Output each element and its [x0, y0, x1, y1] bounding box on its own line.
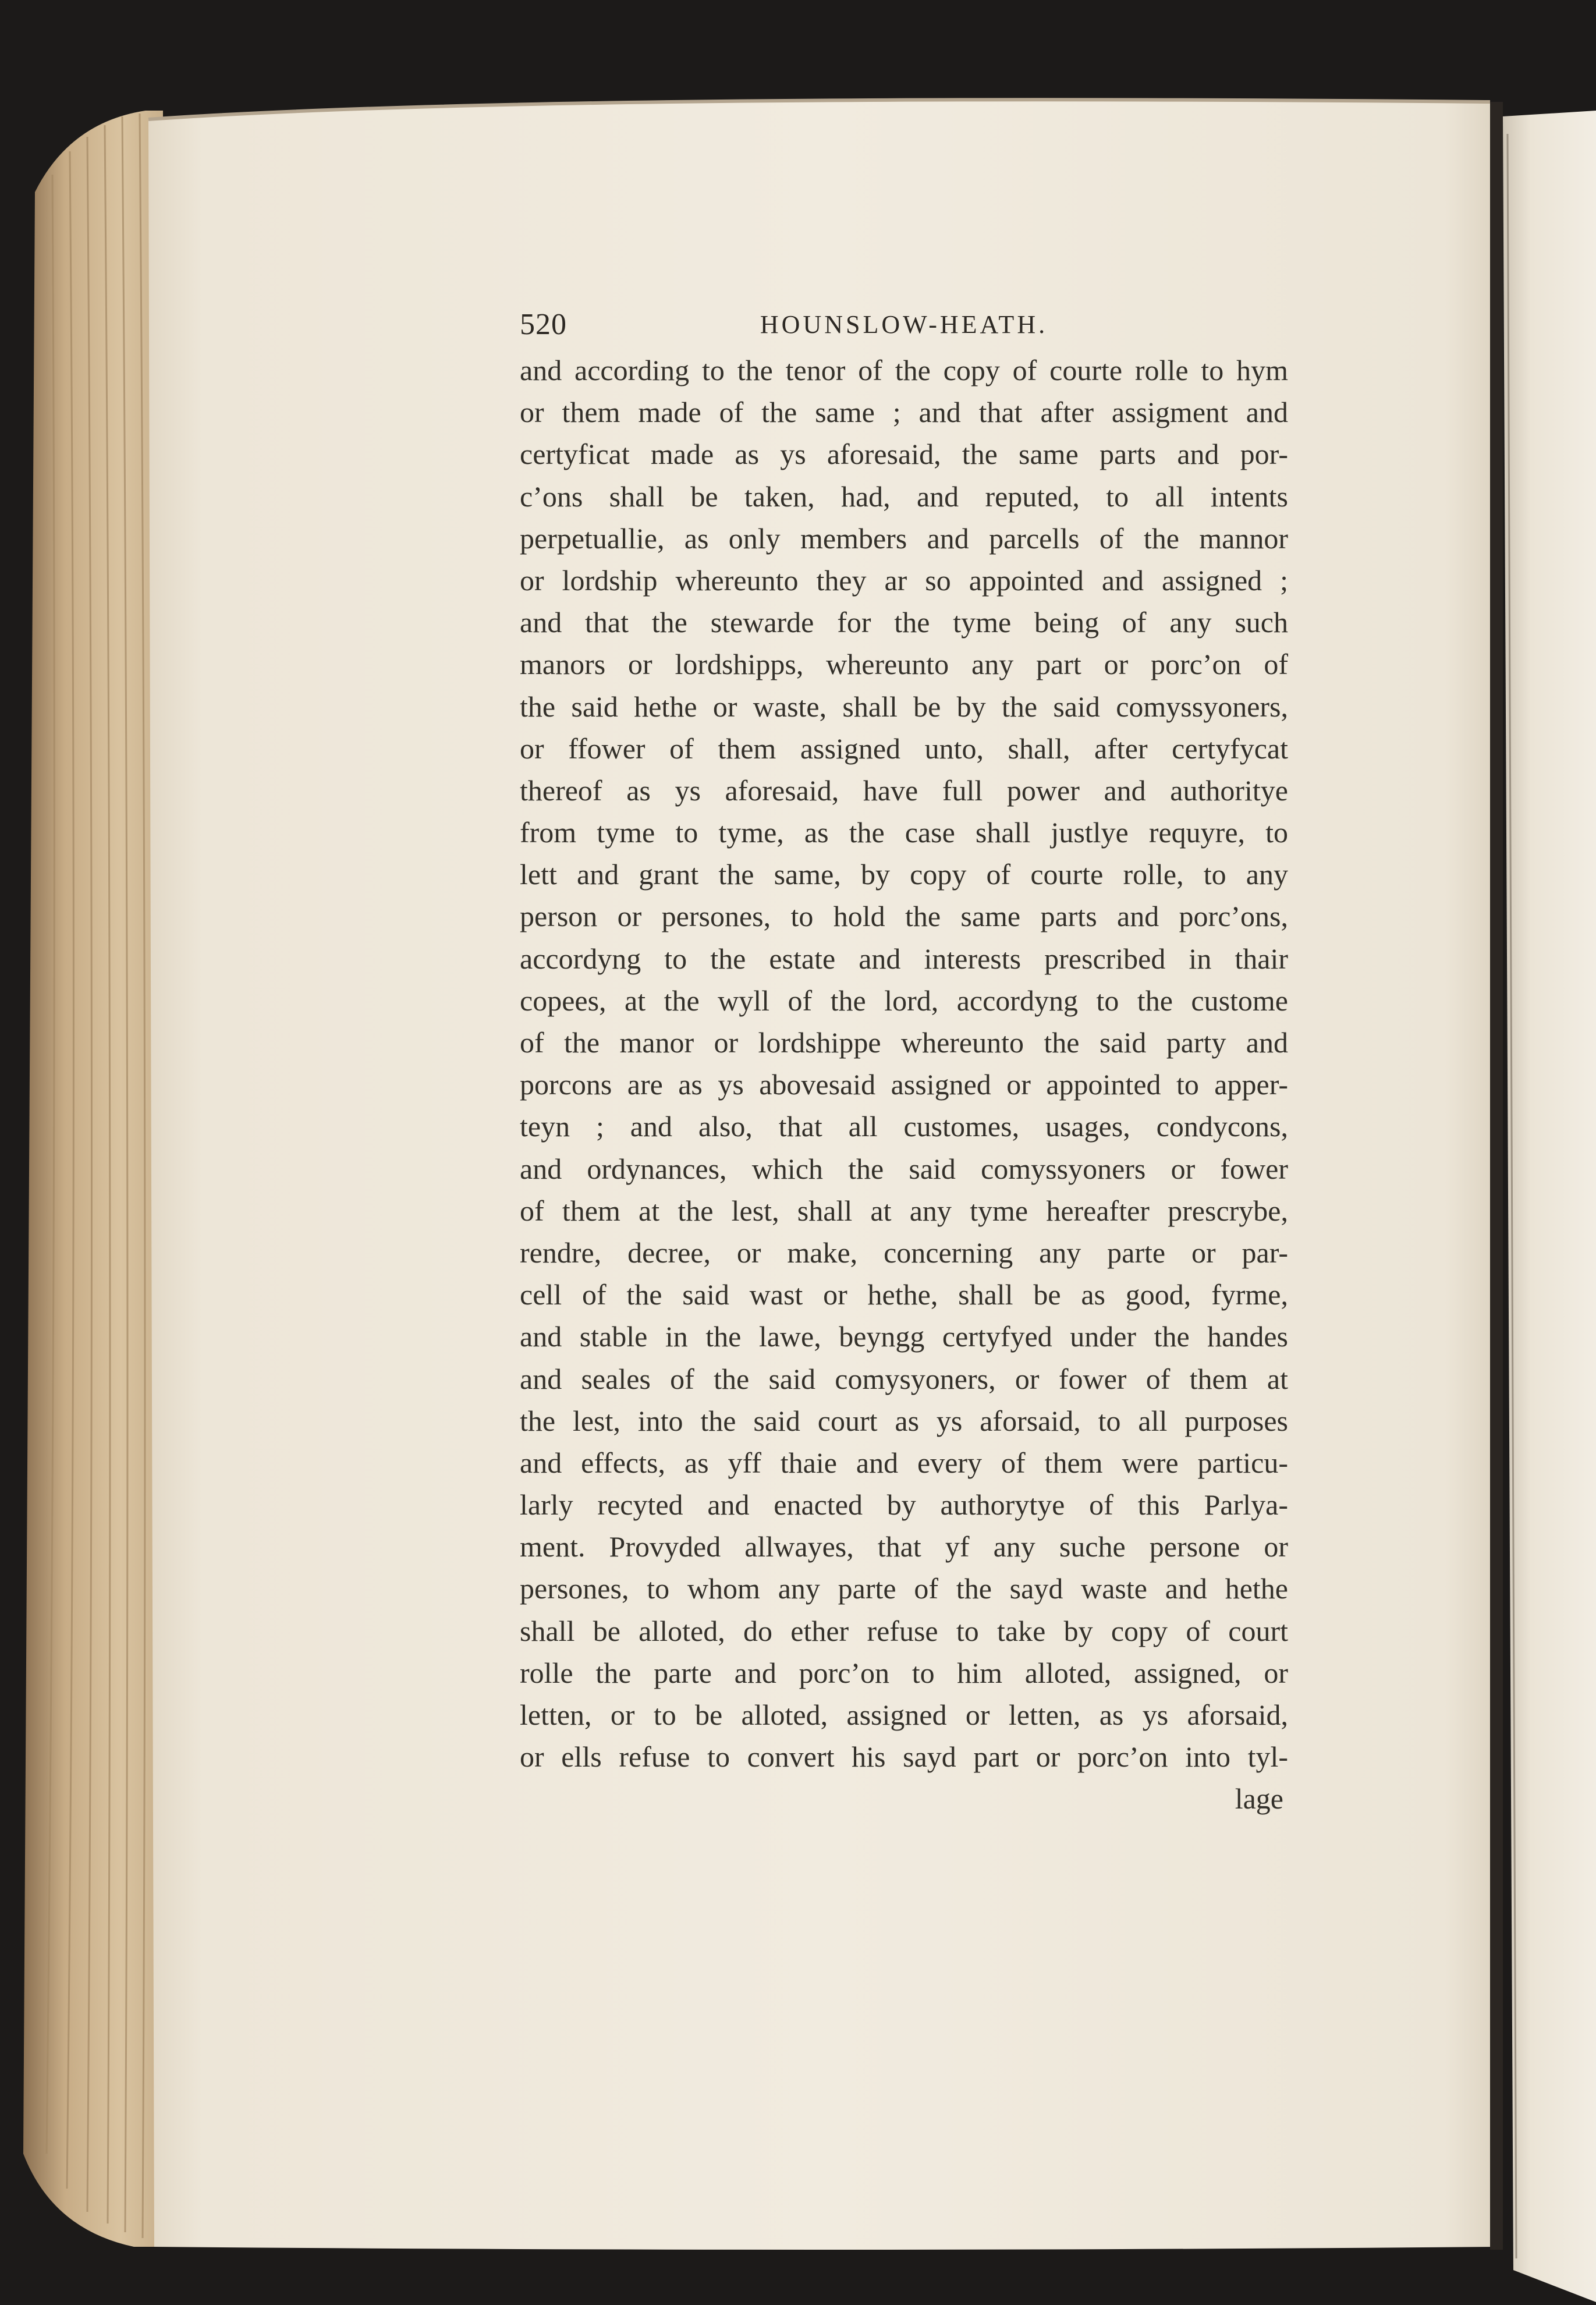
text-line: from tyme to tyme, as the case shall justlye requyre, to	[520, 816, 1288, 849]
text-line: thereof as ys aforesaid, have full power and authoritye	[520, 774, 1288, 807]
text-line: teyn ; and also, that all customes, usages, condycons,	[520, 1110, 1288, 1143]
text-line: porcons are as ys abovesaid assigned or appointed to apper-	[520, 1068, 1288, 1101]
page-number: 520	[520, 308, 567, 341]
text-line: or ffower of them assigned unto, shall, after certyfycat	[520, 732, 1288, 765]
page-text-block	[520, 297, 1288, 1820]
text-line: of the manor or lordshippe whereunto the said party and	[520, 1026, 1288, 1059]
text-line: copees, at the wyll of the lord, accordyng to the custome	[520, 984, 1288, 1017]
text-line: or ells refuse to convert his sayd part or porc’on into tyl-	[520, 1740, 1288, 1774]
text-line: and seales of the said comysyoners, or fower of them at	[520, 1362, 1288, 1395]
text-line: larly recyted and enacted by authorytye of this Parlya-	[520, 1488, 1288, 1522]
text-line: and effects, as yff thaie and every of them were particu-	[520, 1446, 1288, 1479]
text-line: perpetuallie, as only members and parcells of the mannor	[520, 522, 1288, 555]
text-line: letten, or to be alloted, assigned or letten, as ys aforsaid,	[520, 1698, 1288, 1731]
text-line: the said hethe or waste, shall be by the said comyssyoners,	[520, 690, 1288, 723]
text-line: shall be alloted, do ether refuse to take by copy of court	[520, 1614, 1288, 1647]
gutter-shadow	[1490, 102, 1503, 2250]
text-line: of them at the lest, shall at any tyme hereafter prescrybe,	[520, 1194, 1288, 1227]
text-line: manors or lordshipps, whereunto any part or porc’on of	[520, 648, 1288, 681]
text-line: rolle the parte and porc’on to him alloted, assigned, or	[520, 1656, 1288, 1689]
text-line: accordyng to the estate and interests prescribed in thair	[520, 942, 1288, 975]
body-text	[520, 349, 1288, 1778]
text-line: ment. Provyded allwayes, that yf any suche persone or	[520, 1530, 1288, 1563]
text-line: cell of the said wast or hethe, shall be as good, fyrme,	[520, 1278, 1288, 1311]
catchword: lage	[1235, 1782, 1283, 1815]
text-line: or lordship whereunto they ar so appointed and assigned ;	[520, 563, 1288, 597]
text-line: and according to the tenor of the copy of courte rolle to hym	[520, 354, 1288, 386]
page-header	[520, 297, 1288, 349]
text-line: lett and grant the same, by copy of courte rolle, to any	[520, 858, 1288, 891]
text-line: rendre, decree, or make, concerning any parte or par-	[520, 1236, 1288, 1269]
facing-page-edge	[1503, 111, 1596, 2302]
text-line: c’ons shall be taken, had, and reputed, to all intents	[520, 480, 1288, 513]
text-line: certyficat made as ys aforesaid, the same parts and por-	[520, 438, 1288, 471]
text-line: and that the stewarde for the tyme being of any such	[520, 606, 1288, 639]
text-line: person or persones, to hold the same parts and porc’ons,	[520, 900, 1288, 933]
running-head: HOUNSLOW-HEATH.	[760, 310, 1048, 339]
text-line: or them made of the same ; and that after assigment and	[520, 396, 1288, 429]
text-line: and ordynances, which the said comyssyoners or fower	[520, 1152, 1288, 1185]
text-line: the lest, into the said court as ys aforsaid, to all purposes	[520, 1404, 1288, 1437]
text-line: and stable in the lawe, beyngg certyfyed under the handes	[520, 1320, 1288, 1353]
text-line: persones, to whom any parte of the sayd waste and hethe	[520, 1572, 1288, 1605]
